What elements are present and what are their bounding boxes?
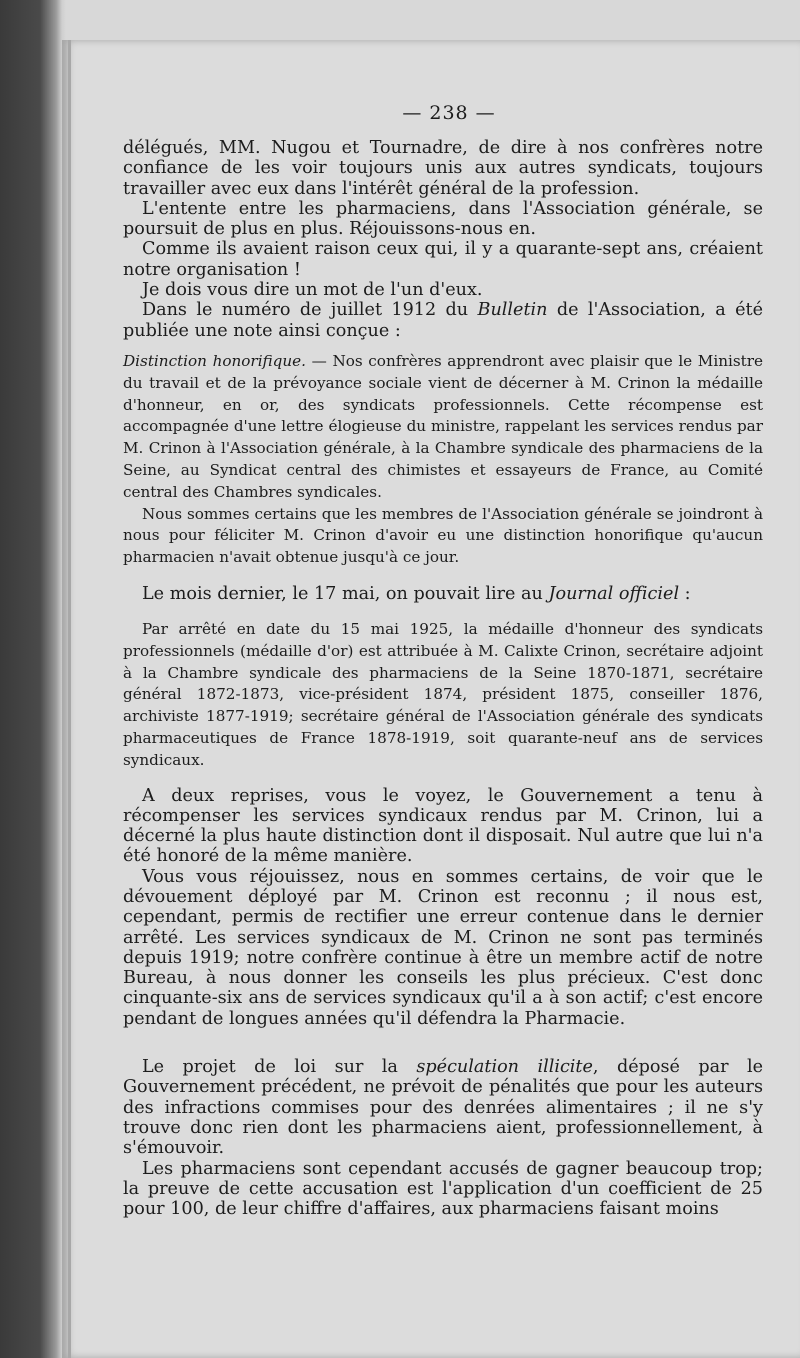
projet-title: spéculation illicite <box>416 1057 593 1078</box>
journal-line <box>123 583 763 605</box>
paragraph: Vous vous réjouissez, nous en sommes certains, de voir que le dévouement déployé par M. Crinon est reconnu ; il nous est, cependant, permis de rectifier une erreur contenue dans le dernier arrêté. Les services syndicaux de M. Crinon ne sont pas terminés depuis 1919; notre confrère continue à être un membre actif de notre Bureau, à nous donner les conseils les plus précieux. C'est donc cinquante-six ans de services syndicaux qu'il a à son actif; c'est encore pendant de longues années qu'il défendra la Pharmacie. <box>123 866 763 1029</box>
quote-paragraph: Par arrêté en date du 15 mai 1925, la médaille d'honneur des syndicats professionnels (médaille d'or) est attribuée à M. Calixte Crinon, secrétaire adjoint à la Chambre syndicale des pharmaciens de la Seine 1870-1871, secrétaire général 1872-1873, vice-président 1874, président 1875, conseiller 1876, archiviste 1877-1919; secrétaire général de l'Association générale des syndicats pharmaceutiques de France 1878-1919, soit quarante-neuf ans de services syndicaux. <box>123 619 763 769</box>
text-run: : <box>679 583 691 604</box>
paragraph: Les pharmaciens sont cependant accusés de gagner beaucoup trop; la preuve de cette accusation est l'application d'un coefficient de 25 pour 100, de leur chiffre d'affaires, aux pharmaciens faisant moins <box>123 1158 763 1220</box>
page-number: — 238 — <box>402 102 496 124</box>
text-run: — Nos confrères apprendront avec plaisir que le Ministre du travail et de la prévoyance sociale vient de décerner à M. Crinon la médaille d'honneur, en or, des syndicats professionnels. Cette récompense est accompagnée d'une lettre élogieuse du ministre, rappelant les services rendus par M. Crinon à l'Association générale, à la Chambre syndicale des pharmaciens de la Seine, au Syndicat central des chimistes et essayeurs de France, au Comité central des Chambres syndicales. <box>123 351 763 501</box>
paragraph: A deux reprises, vous le voyez, le Gouvernement a tenu à récompenser les services syndicaux rendus par M. Crinon, lui a décerné la plus haute distinction dont il disposait. Nul autre que lui n'a été honoré de la même manière. <box>123 785 763 867</box>
paragraph: Comme ils avaient raison ceux qui, il y a quarante-sept ans, créaient notre organisation ! <box>123 239 763 280</box>
paragraph: Je dois vous dire un mot de l'un d'eux. <box>142 280 483 301</box>
quote-paragraph: Nous sommes certains que les membres de l'Association générale se joindront à nous pour féliciter M. Crinon d'avoir eu une distinction honorifique qu'aucun pharmacien n'avait obtenue jusqu'à ce jour. <box>123 504 763 567</box>
page-text <box>123 102 763 1219</box>
text-run: Le projet de loi sur la <box>142 1057 417 1078</box>
paragraph-projet <box>123 1057 763 1158</box>
quote-distinction <box>123 351 763 569</box>
text-run: de l'Association, a été publiée une note ainsi conçue : <box>123 300 764 341</box>
section-reprises <box>123 786 763 1030</box>
text-run: , déposé par le Gouvernement précédent, ne prévoit de pénalités que pour les auteurs des infractions commises pour des denrées alimentaires ; il ne s'y trouve donc rien dont les pharmaciens aient, professionnellement, à s'émouvoir. <box>123 1057 764 1159</box>
quote-arrete <box>123 619 763 772</box>
section-intro <box>123 138 763 341</box>
quote-paragraph <box>123 351 763 504</box>
bulletin-title: Bulletin <box>477 300 548 321</box>
journal-title: Journal officiel <box>548 583 680 604</box>
paragraph-bulletin <box>123 300 763 341</box>
section-projet <box>123 1057 763 1219</box>
quote-heading: Distinction honorifique. <box>123 351 307 370</box>
text-run: Le mois dernier, le 17 mai, on pouvait lire au <box>142 583 549 604</box>
paragraph: L'entente entre les pharmaciens, dans l'Association générale, se poursuit de plus en plus. Réjouissons-nous en. <box>123 198 763 240</box>
paragraph: délégués, MM. Nugou et Tournadre, de dire à nos confrères notre confiance de les voir toujours unis aux autres syndicats, toujours travailler avec eux dans l'intérêt général de la profession. <box>123 138 763 199</box>
text-run: Dans le numéro de juillet 1912 du <box>142 300 478 321</box>
